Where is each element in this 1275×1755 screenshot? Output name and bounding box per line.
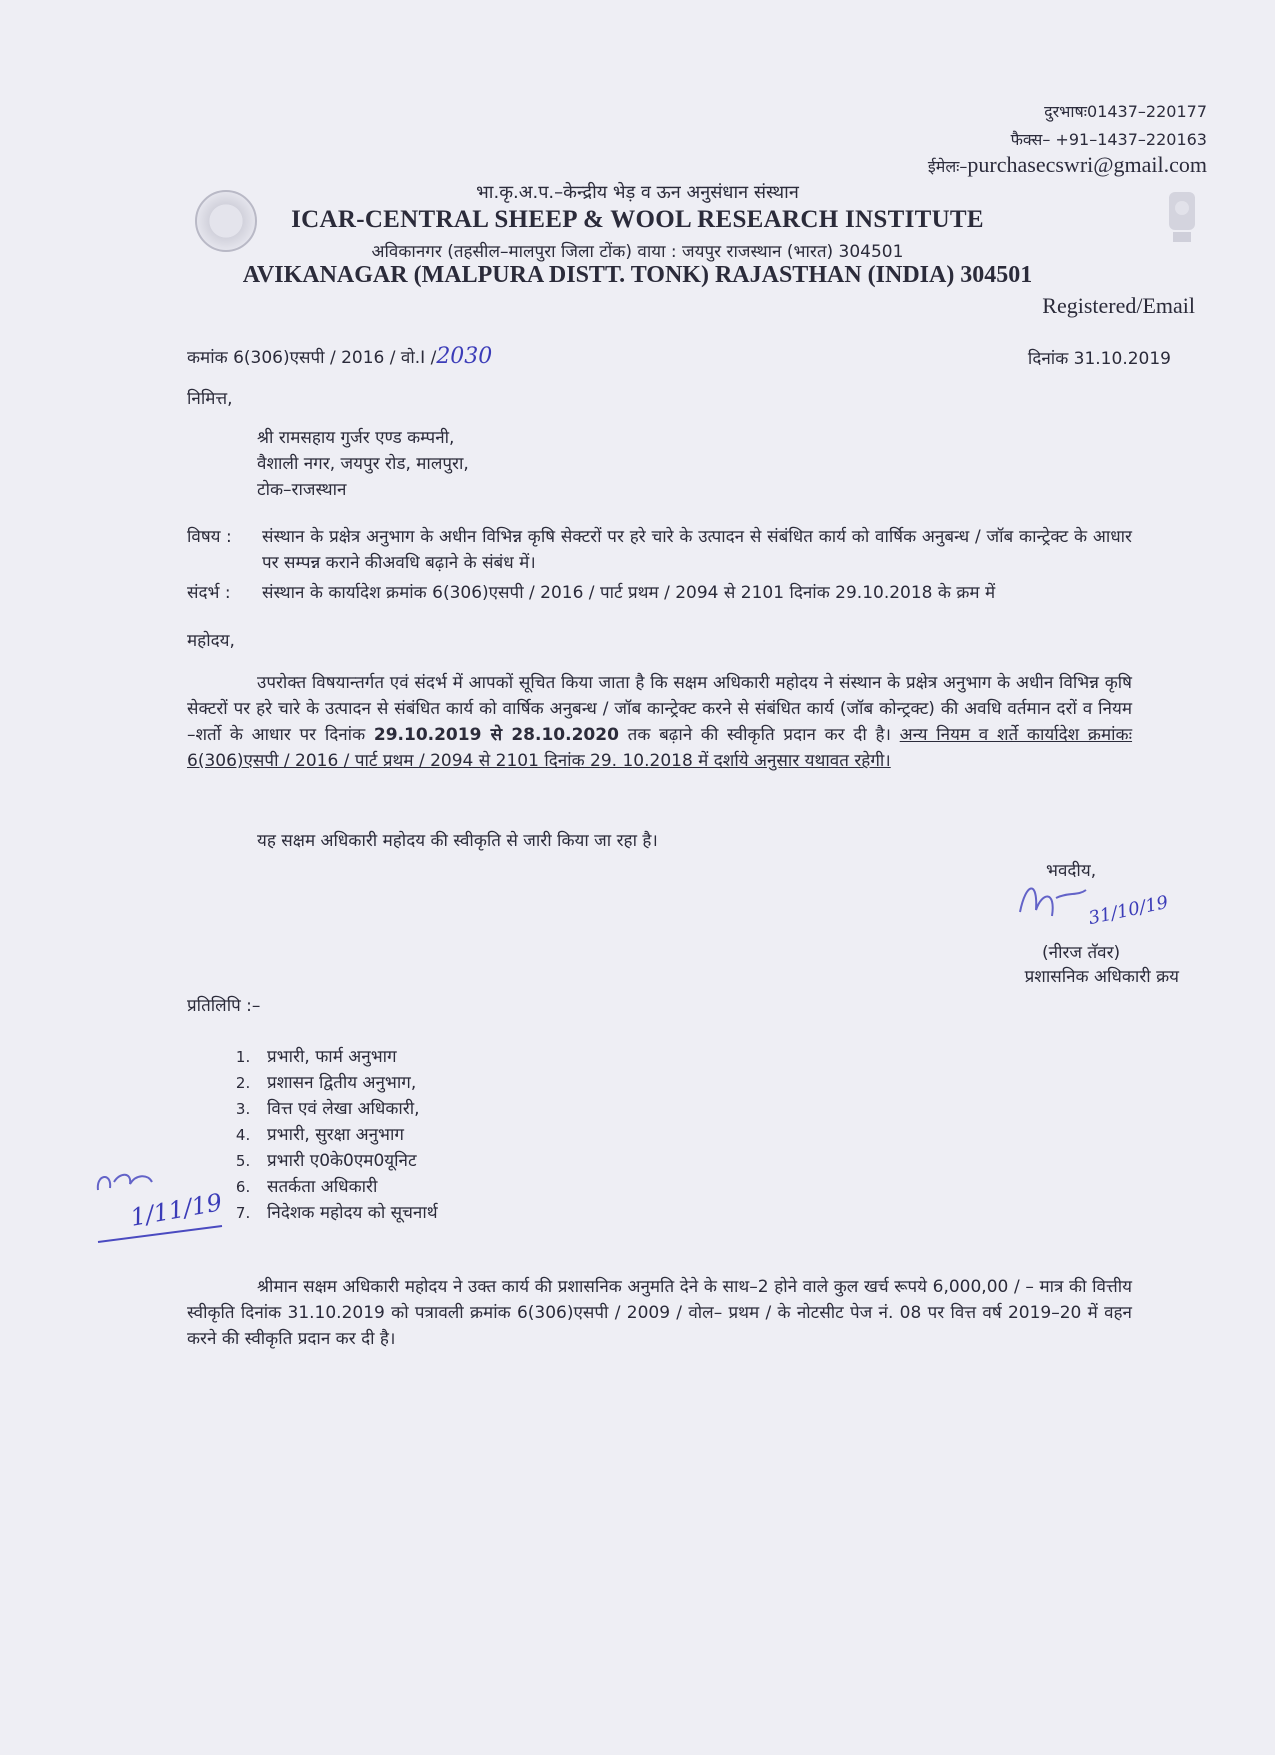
copy-list bbox=[223, 1044, 438, 1226]
subject-text: संस्थान के प्रक्षेत्र अनुभाग के अधीन विभिन्न कृषि सेक्टरों पर हरे चारे के उत्पादन से संबंधित कार्य को वार्षिक अनुबन्ध / जॉब कान्ट्रेक्ट के आधार पर सम्पन्न कराने कीअवधि बढ़ाने के संबंध में। bbox=[262, 527, 1132, 573]
reference-number-text: कमांक 6(306)एसपी / 2016 / वो.I / bbox=[187, 348, 437, 368]
extension-period: 29.10.2019 से 28.10.2020 bbox=[373, 725, 619, 745]
letter-date: दिनांक 31.10.2019 bbox=[1027, 349, 1171, 369]
email-label: ईमेलः– bbox=[927, 157, 968, 176]
to-label: निमित्त, bbox=[187, 389, 233, 409]
address-hindi: अविकानगर (तहसील–मालपुरा जिला टोंक) वाया : जयपुर राजस्थान (भारत) 304501 bbox=[371, 242, 904, 262]
initials-mark bbox=[92, 1168, 162, 1198]
handwritten-dispatch-number: 2030 bbox=[436, 344, 493, 369]
list-item: 4. प्रभारी, सुरक्षा अनुभाग bbox=[255, 1122, 438, 1148]
list-item: 1. प्रभारी, फार्म अनुभाग bbox=[255, 1044, 438, 1070]
institute-name-hindi: भा.कृ.अ.प.–केन्द्रीय भेड़ व ऊन अनुसंधान संस्थान bbox=[476, 182, 799, 203]
strike-line bbox=[96, 1220, 226, 1246]
email-line bbox=[928, 152, 1207, 178]
handwritten-copy-date: 1/11/19 bbox=[128, 1188, 225, 1232]
list-item: 5. प्रभारी ए0के0एम0यूनिट bbox=[255, 1148, 438, 1174]
issue-note: यह सक्षम अधिकारी महोदय की स्वीकृति से जारी किया जा रहा है। bbox=[257, 831, 658, 851]
salutation: महोदय, bbox=[187, 631, 235, 651]
recipient-line: वैशाली नगर, जयपुर रोड, मालपुरा, bbox=[257, 454, 469, 474]
list-item: 6. सतर्कता अधिकारी bbox=[255, 1174, 438, 1200]
recipient-line: टोक–राजस्थान bbox=[257, 480, 347, 500]
phone-number: दुरभाषः01437–220177 bbox=[1044, 102, 1207, 121]
handwritten-signature-date: 31/10/19 bbox=[1086, 891, 1171, 930]
signature-mark bbox=[1012, 872, 1092, 932]
financial-approval-paragraph: श्रीमान सक्षम अधिकारी महोदय ने उक्त कार्य की प्रशासनिक अनुमति देने के साथ–2 होने वाले कुल खर्च रूपये 6,000,00 / – मात्र की वित्तीय स्वीकृति दिनांक 31.10.2019 को पत्रावली क्रमांक 6(306)एसपी / 2009 / वोल– प्रथम / के नोटसीट पेज नं. 08 पर वित्त वर्ष 2019–20 में वहन करने की स्वीकृति प्रदान कर दी है। bbox=[187, 1277, 1132, 1349]
reference-text: संस्थान के कार्यादेश क्रमांक 6(306)एसपी / 2016 / पार्ट प्रथम / 2094 से 2101 दिनांक 29.10.2018 के क्रम में bbox=[262, 583, 996, 603]
reference-number bbox=[187, 344, 492, 369]
list-item: 3. वित्त एवं लेखा अधिकारी, bbox=[255, 1096, 438, 1122]
list-item: 7. निदेशक महोदय को सूचनार्थ bbox=[255, 1200, 438, 1226]
subject-label: विषय : bbox=[187, 527, 232, 547]
body-text: उपरोक्त विषयान्तर्गत एवं संदर्भ में आपकों सूचित किया जाता है कि सक्षम अधिकारी महोदय ने संस्थान के प्रक्षेत्र अनुभाग के अधीन विभिन्न कृषि सेक्टरों पर हरे चारे के उत्पादन से संबंधित कार्य को वार्षिक अनुबन्ध / जॉब कान्ट्रेक्ट करने से संबंधित कार्य (जॉब कोन्ट्रक्ट) की अवधि वर्तमान दरों व नियम –शर्तो के आधार पर दिनांक bbox=[187, 673, 1132, 745]
recipient-address bbox=[257, 425, 469, 503]
signatory-name: (नीरज तॅवर) bbox=[1042, 943, 1121, 963]
reference-label: संदर्भ : bbox=[187, 583, 231, 603]
terms-unchanged-note: अन्य नियम व शर्ते कार्यादेश क्रमांकः 6(306)एसपी / 2016 / पार्ट प्रथम / 2094 से 2101 दिनांक 29. 10.2018 में दर्शाये अनुसार यथावत रहेगी। bbox=[187, 725, 1133, 771]
dispatch-mode: Registered/Email bbox=[1042, 293, 1195, 318]
email-address: purchasecswri@gmail.com bbox=[967, 152, 1207, 177]
address-english: AVIKANAGAR (MALPURA DISTT. TONK) RAJASTHAN (INDIA) 304501 bbox=[242, 262, 1033, 288]
fax-number: फैक्स– +91–1437–220163 bbox=[1010, 130, 1207, 149]
list-item: 2. प्रशासन द्वितीय अनुभाग, bbox=[255, 1070, 438, 1096]
recipient-line: श्री रामसहाय गुर्जर एण्ड कम्पनी, bbox=[257, 428, 455, 448]
signatory-designation: प्रशासनिक अधिकारी क्रय bbox=[1024, 967, 1179, 987]
body-text-end: तक बढ़ाने की स्वीकृति प्रदान कर दी है। bbox=[627, 725, 891, 745]
closing: भवदीय, bbox=[1046, 861, 1097, 881]
institute-name-english: ICAR-CENTRAL SHEEP & WOOL RESEARCH INSTITUTE bbox=[291, 206, 984, 233]
body-paragraph bbox=[187, 670, 1132, 774]
copy-label: प्रतिलिपि :– bbox=[187, 996, 261, 1016]
